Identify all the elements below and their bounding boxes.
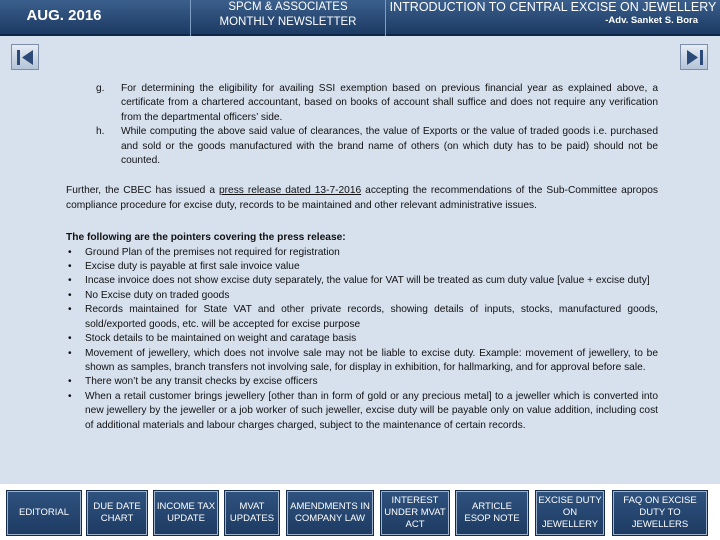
nav-button-label: FAQ ON EXCISE DUTY TO JEWELLERS [623,495,697,530]
nav-button-label: ARTICLE ESOP NOTE [464,501,520,524]
list-item [96,82,658,125]
bullet-icon: • [68,289,72,301]
prev-page-button[interactable] [11,44,39,70]
next-page-button[interactable] [680,44,708,70]
arrow-left-icon [12,45,40,71]
list-item-text: Stock details to be maintained on weight and caratage basis [85,333,357,345]
issue-date: AUG. 2016 [26,7,102,24]
list-item-text: Records maintained for State VAT and other private records, showing details of inputs, stocks, manufactured goods, sold/exported goods, etc. will be accepted for excise purpose [85,304,658,330]
list-item [66,347,658,376]
bullet-icon: • [68,246,72,258]
pointers-list [66,246,658,433]
list-item [66,390,658,433]
nav-article-esop-button[interactable] [455,490,529,536]
nav-due-date-chart-button[interactable] [86,490,148,536]
header-bar [0,0,720,36]
list-item-text: While computing the above said value of clearances, the value of Exports or the value of traded goods i.e. purchased and sold or the goods manufactured with the brand name of others (on which duty has to be paid) should not be counted. [121,126,658,167]
list-item [66,332,658,346]
bullet-icon: • [68,390,72,402]
nav-button-label: AMENDMENTS IN COMPANY LAW [290,501,370,524]
list-marker: h. [96,126,105,138]
nav-button-label: MVAT UPDATES [229,501,275,524]
list-item [66,289,658,303]
list-item-text: When a retail customer brings jewellery [other than in form of gold or any precious metal] to a jeweller which is converted into new jewellery by the jeweller or a job worker of such jeweller, excise duty will be payable only on value addition, including cost of additional materials and labour charges charged, subject to the maintenance of certain records. [85,390,658,431]
press-release-link[interactable]: press release dated 13-7-2016 [218,185,362,197]
nav-button-label: INTEREST UNDER MVAT ACT [384,495,446,530]
nav-button-label: EXCISE DUTY ON JEWELLERY [538,495,602,530]
article-body [66,82,658,433]
list-item [66,303,658,332]
page-title: INTRODUCTION TO CENTRAL EXCISE ON JEWELLERY [389,0,717,14]
list-item-text: Ground Plan of the premises not required for registration [85,246,340,258]
nav-excise-jewellery-button[interactable] [535,490,605,536]
topic-block [386,0,720,36]
list-item [66,260,658,274]
nav-button-label: INCOME TAX UPDATE [156,501,216,524]
pointers-heading: The following are the pointers covering the press release: [66,232,346,244]
nav-interest-mvat-button[interactable] [380,490,450,536]
list-item-text: Excise duty is payable at first sale invoice value [85,261,300,273]
list-item-text: For determining the eligibility for availing SSI exemption based on previous financial year as explained above, a certificate from a chartered accountant, based on books of account shall suffice and does not require any verification from the departmental officers’ side. [121,83,658,123]
newsletter-label: MONTHLY NEWSLETTER [219,16,357,28]
nav-editorial-button[interactable] [6,490,82,536]
bullet-icon: • [68,261,72,273]
bullet-icon: • [68,347,72,359]
bullet-icon: • [68,376,72,388]
list-item [66,274,658,288]
nav-mvat-updates-button[interactable] [224,490,280,536]
press-release-paragraph [66,184,658,213]
list-item [66,375,658,389]
sub-point-list [96,82,658,168]
list-item [96,125,658,168]
list-item-text: No Excise duty on traded goods [85,289,230,301]
nav-company-law-button[interactable] [286,490,374,536]
nav-faq-excise-button[interactable] [612,490,708,536]
bullet-icon: • [68,304,72,316]
nav-button-label: EDITORIAL [19,507,69,518]
list-item-text: Movement of jewellery, which does not involve sale may not be liable to excise duty. Example: movement of jewellery, to be shown as samples, branch transfers not involving sale, for display in exhibition, for hallmarking, and for approval before sale. [85,347,658,373]
bullet-icon: • [68,333,72,345]
firm-name: SPCM & ASSOCIATES [228,1,348,13]
nav-income-tax-button[interactable] [153,490,219,536]
firm-title [190,0,386,36]
list-item [66,246,658,260]
author-name: -Adv. Sanket S. Bora [605,15,698,26]
list-marker: g. [96,83,105,94]
arrow-right-icon [681,45,709,71]
paragraph-text-end: accepting the recommendations of the Sub-Committee apropos compliance procedure for excise duty, records to be maintained and other relevant administrative issues. [66,185,658,211]
paragraph-text-start: Further, the CBEC has issued a [66,185,219,197]
nav-button-label: DUE DATE CHART [93,501,141,524]
list-item-text: Incase invoice does not show excise duty separately, the value for VAT will be treated as cum duty value [value + excise duty] [85,275,650,287]
list-item-text: There won’t be any transit checks by excise officers [85,376,318,388]
bullet-icon: • [68,275,72,287]
